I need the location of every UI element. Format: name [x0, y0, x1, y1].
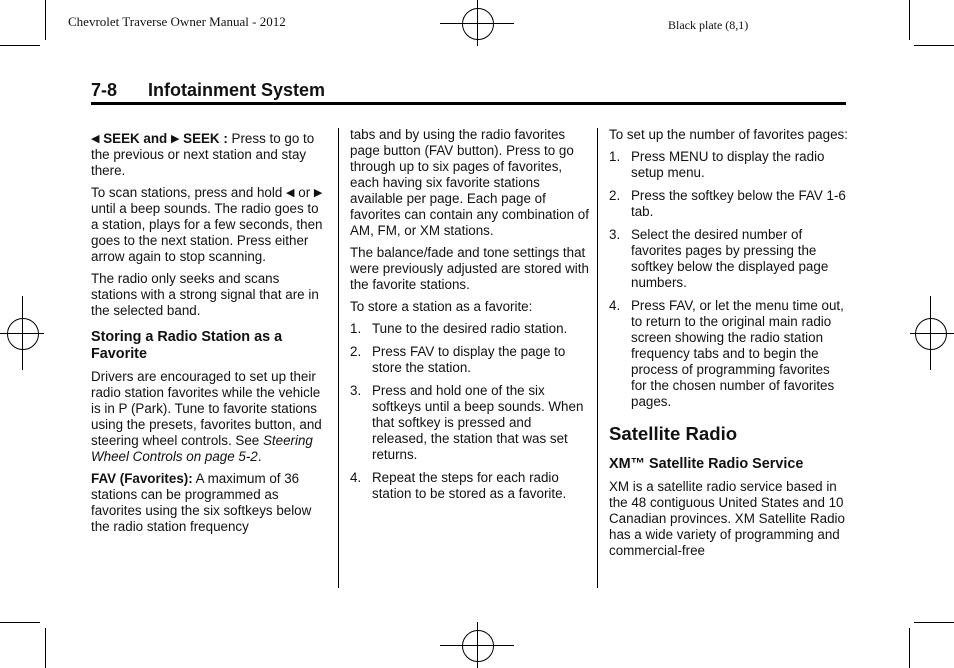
seek-paragraph	[91, 131, 329, 179]
list-item	[350, 321, 590, 337]
step-number: 4.	[609, 298, 621, 313]
column-2	[350, 127, 590, 509]
storing-heading: Storing a Radio Station as a Favorite	[91, 329, 283, 362]
seek-back-icon: ◀︎	[91, 133, 100, 145]
column-1	[91, 131, 329, 541]
step-number: 3.	[609, 227, 621, 242]
seek-label-b: SEEK :	[183, 131, 228, 146]
setup-steps-list	[609, 149, 849, 410]
list-item	[350, 383, 590, 463]
crop-mark	[914, 622, 954, 623]
section-title: Infotainment System	[148, 80, 326, 100]
store-steps-list	[350, 321, 590, 502]
xm-service-heading: XM™ Satellite Radio Service	[609, 456, 804, 472]
list-item	[609, 149, 849, 181]
list-item	[609, 298, 849, 410]
fav-label: FAV (Favorites):	[91, 471, 193, 486]
scan-text-a: To scan stations, press and hold	[91, 185, 283, 200]
seek-label-a: SEEK and	[103, 131, 168, 146]
step-text: Press FAV, or let the menu time out, to return to the original main radio screen showing the radio station frequency tabs and to begin the process of programming favorites for the chosen number of favorites pages.	[631, 298, 844, 409]
crop-mark	[909, 0, 910, 40]
crop-mark	[45, 0, 46, 40]
section-number: 7-8	[91, 80, 118, 100]
step-number: 2.	[350, 344, 362, 359]
list-item	[609, 227, 849, 291]
seek-back-icon: ◀︎	[286, 187, 295, 199]
step-number: 2.	[609, 188, 621, 203]
crop-mark	[45, 628, 46, 668]
plate-label: Black plate (8,1)	[668, 18, 749, 32]
step-text: Press MENU to display the radio setup menu.	[631, 149, 825, 180]
column-3	[609, 127, 849, 565]
drivers-paragraph	[91, 369, 329, 465]
satellite-radio-heading: Satellite Radio	[609, 423, 738, 444]
xm-paragraph: XM is a satellite radio service based in the 48 contiguous United States and 10 Canadian provinces. XM Satellite Radio has a wide variety of programming and commercial-free	[609, 479, 845, 558]
crop-mark	[0, 622, 40, 623]
fav-continued: tabs and by using the radio favorites page button (FAV button). Press to go through up to six pages of favorites, each having six favorite stations available per page. Each page of favorites can contain any combination of AM, FM, or XM stations.	[350, 127, 589, 238]
seek-forward-icon: ▶︎	[313, 187, 323, 199]
crop-mark	[0, 45, 40, 46]
column-divider	[338, 128, 339, 588]
store-intro: To store a station as a favorite:	[350, 299, 533, 314]
seek-text: Press to go to the previous or next station and stay there.	[91, 131, 315, 178]
step-number: 1.	[350, 321, 362, 336]
scan-or: or	[298, 185, 311, 200]
setup-intro: To set up the number of favorites pages:	[609, 127, 848, 142]
step-text: Press and hold one of the six softkeys until a beep sounds. When that softkey is pressed and released, the station that was set returns.	[372, 383, 584, 462]
drivers-end: .	[257, 449, 262, 464]
drivers-reference-link[interactable]: Steering Wheel Controls on page 5-2	[91, 433, 313, 464]
step-text: Press the softkey below the FAV 1-6 tab.	[631, 188, 846, 219]
scan-text-b: until a beep sounds. The radio goes to a station, plays for a few seconds, then goes to the next station. Press either arrow again to stop scanning.	[91, 201, 323, 264]
step-text: Tune to the desired radio station.	[372, 321, 568, 336]
section-rule	[91, 102, 846, 105]
column-divider	[597, 128, 598, 588]
list-item	[609, 188, 849, 220]
crop-mark	[914, 45, 954, 46]
scan-paragraph	[91, 185, 329, 265]
step-number: 4.	[350, 470, 362, 485]
step-number: 1.	[609, 149, 621, 164]
fav-paragraph	[91, 471, 329, 535]
fav-text: A maximum of 36 stations can be programmed as favorites using the six softkeys below the radio station frequency	[91, 471, 312, 534]
crop-mark	[909, 628, 910, 668]
step-text: Select the desired number of favorites pages by pressing the softkey below the displayed page numbers.	[631, 227, 829, 290]
step-number: 3.	[350, 383, 362, 398]
balance-paragraph: The balance/fade and tone settings that were previously adjusted are stored with the favorite stations.	[350, 245, 589, 292]
seek-forward-icon: ▶︎	[170, 133, 180, 145]
seek-note: The radio only seeks and scans stations with a strong signal that are in the selected band.	[91, 271, 319, 318]
manual-title: Chevrolet Traverse Owner Manual - 2012	[68, 14, 286, 29]
step-text: Press FAV to display the page to store the station.	[372, 344, 566, 375]
list-item	[350, 470, 590, 502]
list-item	[350, 344, 590, 376]
drivers-text: Drivers are encouraged to set up their radio station favorites while the vehicle is in P (Park). Tune to favorite stations using the presets, favorites button, and steering wheel controls. See	[91, 369, 322, 448]
step-text: Repeat the steps for each radio station to be stored as a favorite.	[372, 470, 567, 501]
